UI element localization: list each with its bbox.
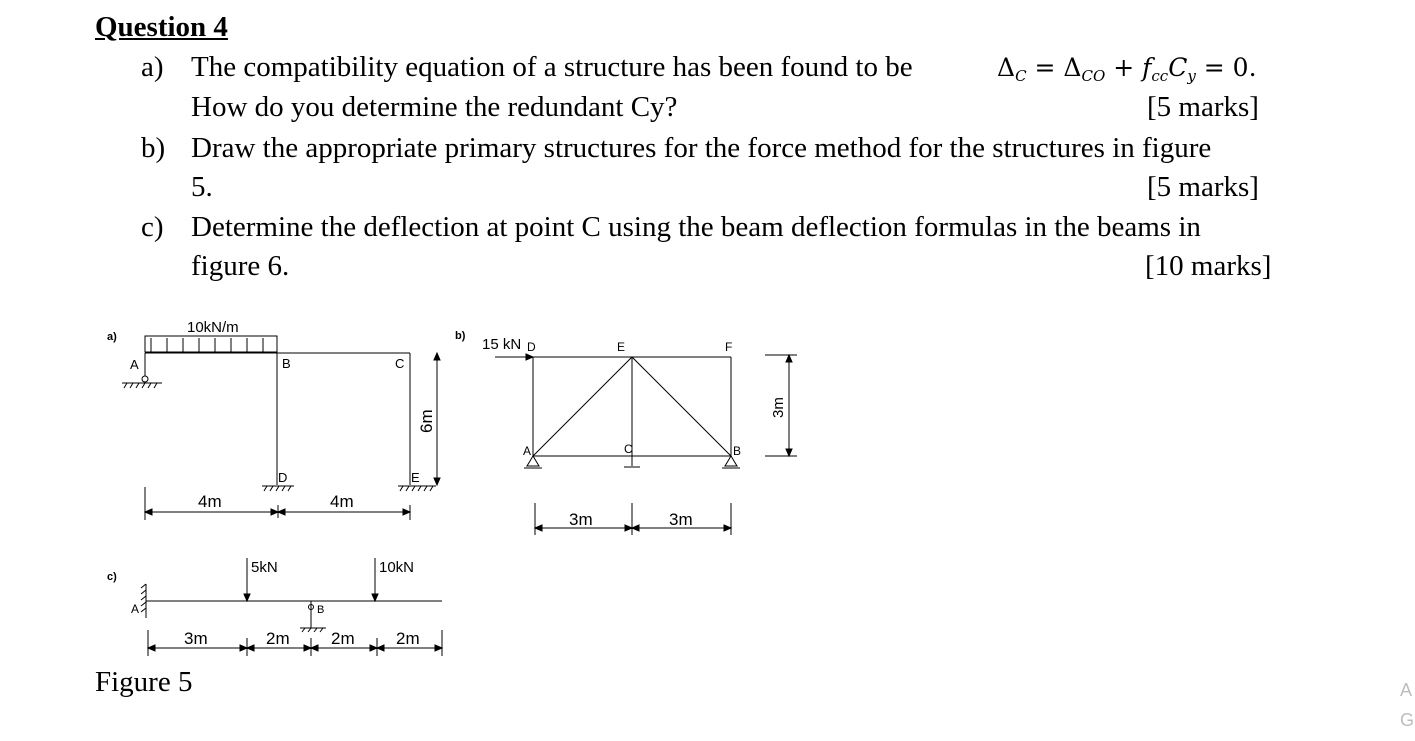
- frame-dim-height: 6m: [417, 409, 436, 433]
- part-b-text-2: 5.: [191, 171, 213, 203]
- load-arrow-5kn: [244, 558, 250, 601]
- beam-dim-2: 2m: [266, 629, 290, 648]
- truss-dim-right: 3m: [669, 510, 693, 529]
- eq-lhs-delta: Δ: [997, 53, 1016, 82]
- beam-node-b: B: [317, 604, 325, 616]
- frame-a: [122, 336, 440, 520]
- frame-dim-left: 4m: [198, 492, 222, 511]
- part-c-letter: c): [141, 211, 164, 243]
- part-a-text-2: How do you determine the redundant Cy?: [191, 91, 678, 123]
- eq-lhs-sub: C: [1015, 67, 1027, 85]
- figure-caption: Figure 5: [95, 666, 193, 698]
- truss-b: [495, 354, 797, 535]
- eq-f-sub: cc: [1151, 67, 1169, 85]
- frame-node-e: E: [411, 470, 420, 485]
- eq-c-sub: y: [1187, 67, 1196, 85]
- frame-dim-right: 4m: [330, 492, 354, 511]
- frame-width-dimension: [145, 487, 410, 520]
- corner-glyph-2: G: [1400, 710, 1415, 730]
- fixed-support-e: [398, 486, 436, 491]
- truss-node-c: C: [624, 442, 633, 456]
- beam-dim-1: 3m: [184, 629, 208, 648]
- truss-member-eb: [632, 357, 731, 456]
- part-a-text: The compatibility equation of a structure has been found to be: [191, 51, 913, 83]
- frame-load-label: 10kN/m: [187, 319, 239, 336]
- beam-load-5kn: 5kN: [251, 559, 278, 576]
- truss-node-b: B: [733, 444, 742, 458]
- load-arrow-10kn: [372, 558, 378, 601]
- frame-tag: a): [107, 331, 117, 343]
- frame-node-c: C: [395, 356, 405, 371]
- part-a-letter: a): [141, 51, 164, 83]
- question-title: Question 4: [95, 11, 228, 43]
- beam-node-a: A: [131, 602, 140, 616]
- frame-node-a: A: [130, 357, 139, 372]
- fixed-support-d: [262, 486, 294, 491]
- part-a-marks: [5 marks]: [1147, 91, 1259, 123]
- truss-node-f: F: [725, 340, 733, 354]
- truss-member-ae: [533, 357, 632, 456]
- truss-tag: b): [455, 330, 466, 342]
- truss-dim-height: 3m: [770, 397, 787, 418]
- distributed-load-box: [145, 336, 277, 352]
- roller-support-a: [122, 353, 162, 388]
- part-b-letter: b): [141, 132, 166, 164]
- beam-dim-3: 2m: [331, 629, 355, 648]
- part-b-marks: [5 marks]: [1147, 171, 1259, 203]
- eq-delta-co: Δ: [1063, 53, 1082, 82]
- beam-dim-4: 2m: [396, 629, 420, 648]
- part-c-text: Determine the deflection at point C using the beam deflection formulas in the beams in: [191, 211, 1201, 243]
- truss-load-arrow: [495, 354, 533, 360]
- frame-node-b: B: [282, 356, 291, 371]
- roller-support-c: [624, 456, 640, 467]
- frame-node-d: D: [278, 470, 288, 485]
- truss-width-dimension: [535, 503, 731, 535]
- fixed-support-a: [141, 584, 146, 618]
- truss-dim-left: 3m: [569, 510, 593, 529]
- eq-f: f: [1142, 53, 1152, 82]
- truss-node-e: E: [617, 340, 626, 354]
- beam-tag: c): [107, 571, 117, 583]
- part-c-marks: [10 marks]: [1145, 250, 1272, 282]
- part-c-text-2: figure 6.: [191, 250, 290, 282]
- corner-glyph-1: A: [1400, 680, 1413, 700]
- part-b-text: Draw the appropriate primary structures for the force method for the structures in figure: [191, 132, 1212, 164]
- eq-equals-zero: = 0.: [1203, 53, 1257, 82]
- eq-plus: +: [1113, 53, 1135, 82]
- distributed-load-arrows: [151, 338, 263, 352]
- eq-equals-1: =: [1034, 53, 1056, 82]
- beam-load-10kn: 10kN: [379, 559, 415, 576]
- eq-delta-co-sub: CO: [1081, 67, 1106, 85]
- eq-c: C: [1168, 53, 1188, 82]
- truss-node-d: D: [527, 340, 536, 354]
- truss-node-a: A: [523, 444, 532, 458]
- truss-load-label: 15 kN: [482, 336, 522, 353]
